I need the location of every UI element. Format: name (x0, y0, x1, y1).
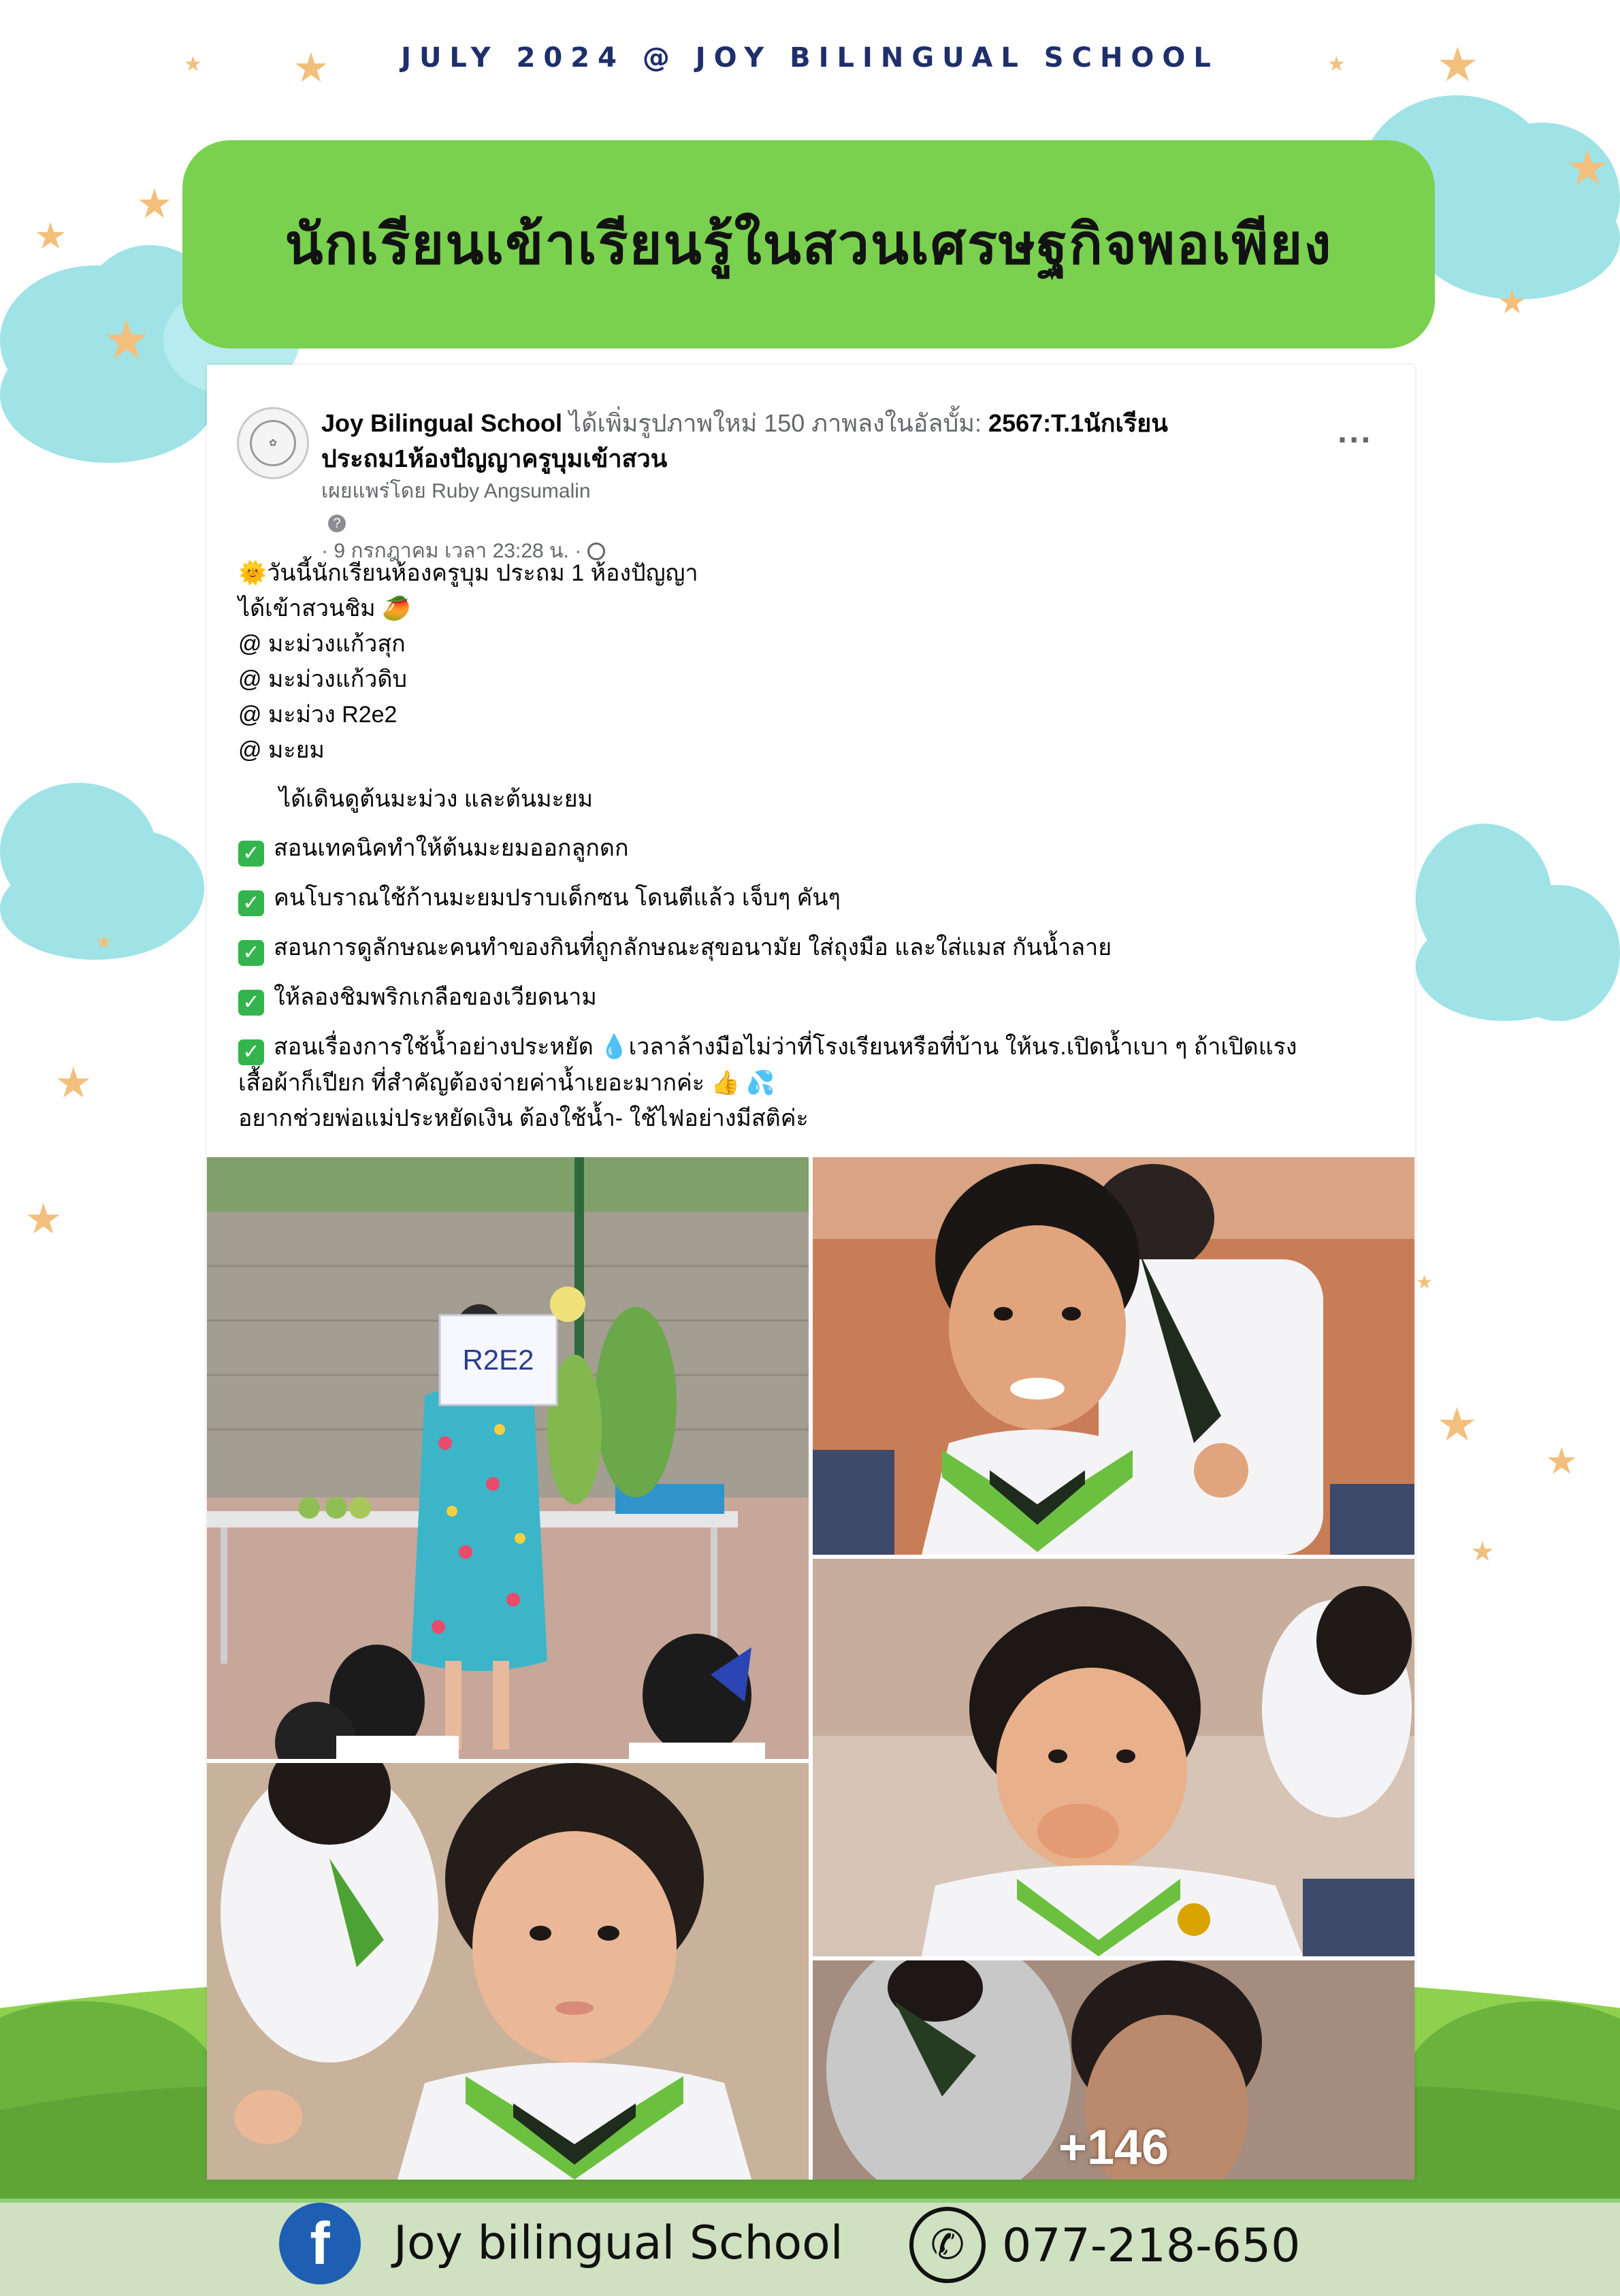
star-icon: ★ (293, 44, 329, 92)
cloud-decoration (1416, 912, 1593, 1021)
school-logo-icon: ✿ (250, 420, 296, 466)
photo-student-boy[interactable] (813, 1157, 1414, 1555)
facebook-icon: f (279, 2203, 361, 2284)
checkmark-icon: ✓ (238, 1039, 264, 1065)
star-icon: ★ (102, 308, 151, 372)
post-line: ได้เข้าสวนชิม 🥭 (238, 596, 411, 621)
photo-more[interactable] (813, 1960, 1414, 2180)
title-banner (182, 140, 1435, 349)
checkmark-icon: ✓ (238, 940, 264, 966)
post-timestamp[interactable]: · 9 กรกฎาคม เวลา 23:28 น. · (321, 540, 582, 562)
star-icon: ★ (54, 1058, 93, 1107)
post-header (237, 385, 1384, 569)
checkmark-icon: ✓ (238, 841, 264, 867)
star-icon: ★ (1470, 1536, 1495, 1568)
footer-bar (0, 2199, 1620, 2296)
star-icon: ★ (1327, 52, 1346, 76)
fruit-item: @ มะม่วงแก้วดิบ (238, 666, 407, 692)
check-item: ✓ ให้ลองชิมพริกเกลือของเวียดนาม (238, 980, 1395, 1016)
star-icon: ★ (25, 1194, 63, 1244)
post-line: ได้เดินดูต้นมะม่วง และต้นมะยม (279, 786, 594, 812)
facebook-post-card (207, 365, 1414, 2180)
star-icon: ★ (1436, 1398, 1478, 1452)
published-by-text[interactable]: เผยแพร่โดย Ruby Angsumalin (321, 480, 591, 502)
post-action-text: ได้เพิ่มรูปภาพใหม่ 150 ภาพลงในอัลบั้ม: (562, 409, 989, 437)
star-icon: ★ (136, 180, 173, 228)
photo-teacher[interactable] (207, 1157, 809, 1759)
photo-student-girl-eating[interactable] (813, 1559, 1414, 1956)
more-options-button[interactable]: ··· (1337, 425, 1372, 456)
checkmark-icon: ✓ (238, 890, 264, 916)
post-line: 🌞วันนี้นักเรียนห้องครูบุม ประถม 1 ห้องปัญญา (238, 560, 698, 586)
more-photos-count: +146 (1058, 2120, 1169, 2175)
star-icon: ★ (1545, 1440, 1578, 1483)
star-icon: ★ (1566, 139, 1610, 196)
star-icon: ★ (1497, 283, 1527, 321)
checkmark-icon: ✓ (238, 990, 264, 1016)
check-item: ✓ สอนการดูลักษณะคนทำของกินที่ถูกลักษณะสุขอนามัย ใส่ถุงมือ และใส่แมส กันน้ำลาย (238, 930, 1395, 966)
post-line: อยากช่วยพ่อแม่ประหยัดเงิน ต้องใช้น้ำ- ใช้ไฟอย่างมีสติค่ะ (238, 1105, 809, 1131)
phone-icon: ✆ (909, 2207, 986, 2283)
fruit-item: @ มะยม (238, 737, 325, 763)
post-author-link[interactable]: Joy Bilingual School (321, 409, 563, 437)
post-line: เสื้อผ้าก็เปียก ที่สำคัญต้องจ่ายค่าน้ำเยอะมากค่ะ 👍 💦 (238, 1070, 775, 1096)
star-icon: ★ (95, 931, 113, 953)
footer-school-name: Joy bilingual School (393, 2216, 843, 2270)
help-icon[interactable]: ? (321, 506, 1274, 536)
star-icon: ★ (1416, 1271, 1433, 1293)
star-icon: ★ (34, 214, 67, 257)
page-title: นักเรียนเข้าเรียนรู้ในสวนเศรษฐกิจพอเพียง (285, 212, 1333, 277)
header-date-text: JULY 2024 @ JOY BILINGUAL SCHOOL (401, 42, 1219, 74)
fruit-item: @ มะม่วงแก้วสุก (238, 631, 406, 657)
footer-phone-number: 077-218-650 (1002, 2219, 1301, 2273)
check-item: ✓ สอนเทคนิคทำให้ต้นมะยมออกลูกดก (238, 830, 1395, 867)
album-link[interactable]: 2567:T.1นักเรียนประถม1ห้องปัญญาครูบุมเข้าสวน (321, 409, 1168, 472)
star-icon: ★ (184, 52, 202, 76)
post-header-text (321, 406, 1274, 566)
school-avatar[interactable] (237, 407, 309, 479)
star-icon: ★ (1436, 37, 1479, 93)
check-item: ✓ สอนเรื่องการใช้น้ำอย่างประหยัด 💧เวลาล้างมือไม่ว่าที่โรงเรียนหรือที่บ้าน ให้นร.เปิดน้ำเบา ๆ ถ้าเปิดแรง (238, 1029, 1395, 1065)
photo-student-girl-portrait[interactable] (207, 1763, 809, 2180)
fruit-item: @ มะม่วง R2e2 (238, 702, 398, 728)
post-body (238, 555, 1395, 1136)
photo-grid (207, 1157, 1414, 2180)
check-item: ✓ คนโบราณใช้ก้านมะยมปราบเด็กซน โดนตีแล้ว เจ็บๆ คันๆ (238, 880, 1395, 916)
sign-text: R2E2 (462, 1344, 534, 1376)
